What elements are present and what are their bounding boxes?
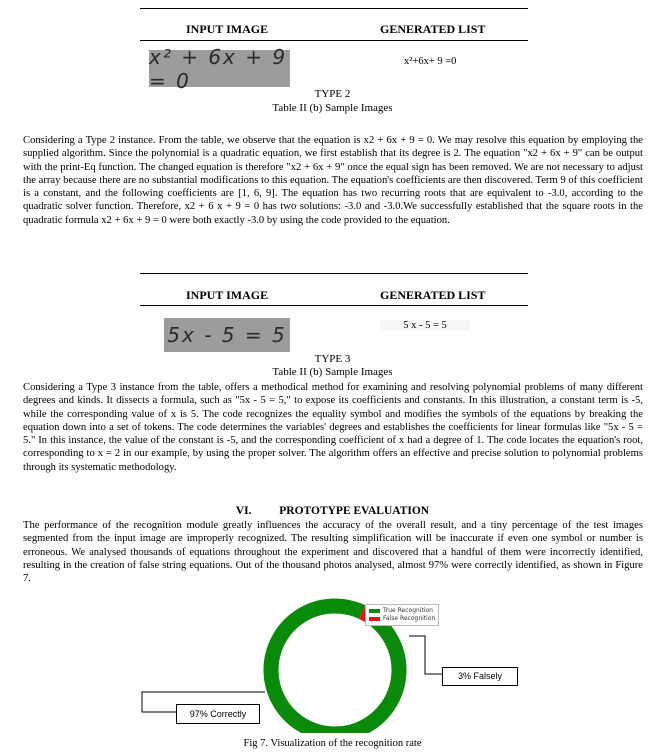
callout-correctly: 97% Correctly [176,704,260,724]
callout-line-falsely [409,636,442,674]
paragraph-type3: Considering a Type 3 instance from the table, offers a methodical method for examining and resolving polynomial problems of many different degrees and kinds. It dissects a formula, such as "5x - 5 = 5," to expose its coefficients and constants. In this illustration, a constant term is -5, while the corresponding value of x is 5. The code recognizes the equality symbol and modifies the symbols of the equations by breaking the equation down into a set of tokens. The code determines the variables' degrees and establishes the coefficients for linear formulas like "5x - 5 = 5." In this instance, the value of the constant is -5, and the corresponding coefficient of x had a degree of 1. The code locates the equation's root, corresponding to x = 2 in our example, by using the proper solver. The algorithm offers an effective and precise solution to polynomial problems through its systematic methodology. [23,382,643,473]
table3-type-label: TYPE 3 [314,353,351,365]
callout-falsely: 3% Falsely [442,667,518,686]
table3-caption: Table II (b) Sample Images [272,366,393,378]
table3-top-rule [140,273,528,274]
section-heading [0,505,665,517]
table2-handwritten-text: x² + 6x + 9 = 0 [149,44,288,93]
section-number: VI. [235,505,252,517]
table2-header-input: INPUT IMAGE [186,22,269,36]
legend-row-true [369,607,435,615]
table2-caption: Table II (b) Sample Images [272,102,393,114]
figure-caption: Fig 7. Visualization of the recognition rate [243,738,422,749]
table2-type-label: TYPE 2 [314,88,351,100]
legend-row-false [369,615,435,623]
legend-swatch-false [369,617,380,621]
table2-header-generated: GENERATED LIST [380,22,486,36]
table3-handwritten-image [164,318,290,352]
legend-label-false: False Recognition [383,615,436,622]
table2-handwritten-image [149,44,290,93]
paragraph-type2: Considering a Type 2 instance. From the table, we observe that the equation is x2 + 6x + 9 = 0. We may resolve this equation by employing the supplied algorithm. Since the polynomial is a quadratic equation, we first establish that its degree is 2. The equation "x2 + 6x + 9" can be output with the print-Eq function. The changed equation is therefore "x2 + 6x + 9" once the equal sign has been removed. We are not necessary to adjust the array because there are no substantial modifications to this equation. The equation's coefficients are then discovered. Term 9 of this coefficient is a constant, and the following coefficients are [1, 6, 9]. The equation has two recurring roots that are equivalent to -3.0, according to the quadratic solver function. Therefore, x2 + 6 x + 9 = 0 has two solutions: -3.0 and -3.0.We successfully established that the square roots in the quadratic formula x2 + 6x + 9 = 0 were both exactly -3.0 by using the code provided to the equation. [23,135,643,226]
legend-swatch-true [369,609,380,613]
table2-generated-value: x²+6x+ 9 =0 [404,56,457,67]
section-title: PROTOTYPE EVALUATION [279,505,430,517]
table3-generated-value: 5 x - 5 = 5 [380,320,470,331]
table3-header-rule [140,305,528,306]
table3-handwritten-text: 5x - 5 = 5 [167,323,287,347]
table2-header-rule [140,40,528,41]
table3-header-generated: GENERATED LIST [380,288,486,302]
table3-header-input: INPUT IMAGE [186,288,269,302]
chart-legend [365,604,439,626]
legend-label-true: True Recognition [383,607,433,614]
paragraph-eval: The performance of the recognition module greatly influences the accuracy of the overall result, and a tiny percentage of the test images segmented from the input image are improperly recognized. The resulting simplification will be inaccurate if even one symbol or number is erroneous. We analysed thousands of equations throughout the experiment and discovered that a handful of them were incorrectly identified, resulting in the creation of false string equations. Out of the thousand photos analysed, almost 97% were correctly identified, as shown in Figure 7. [23,520,643,585]
table2-top-rule [140,8,528,9]
